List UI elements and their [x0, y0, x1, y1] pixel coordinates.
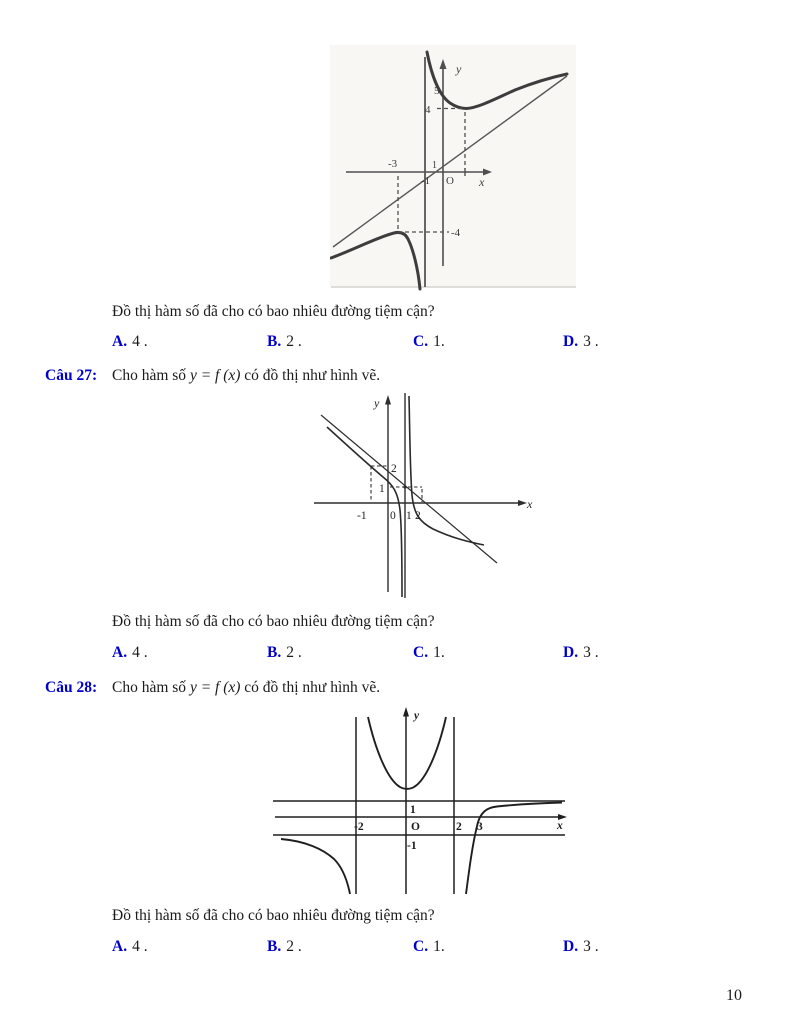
- answer-option-a: A. 4 .: [112, 938, 148, 955]
- question-27-intro: Cho hàm số y = f (x) có đồ thị như hình vẽ.: [112, 367, 381, 384]
- tick-label-neg3: -3: [388, 158, 398, 170]
- center-point: [403, 485, 406, 488]
- question-text: Đồ thị hàm số đã cho có bao nhiêu đường tiệm cận?: [112, 303, 435, 320]
- origin-label: O: [446, 175, 454, 187]
- question-28-intro: Cho hàm số y = f (x) có đồ thị như hình vẽ.: [112, 679, 381, 696]
- tick-label-x2: 2: [456, 821, 462, 833]
- tick-label-neg1: -1: [421, 175, 431, 187]
- answers-row: [112, 333, 752, 353]
- answer-option-b: B. 2 .: [267, 938, 302, 955]
- tick-label-x1: 1: [406, 510, 412, 522]
- answer-option-d: D. 3 .: [563, 333, 599, 350]
- slant-asymptote: [321, 415, 497, 563]
- tick-label-xneg1: -1: [357, 510, 367, 522]
- question-27-number: Câu 27:: [45, 367, 98, 384]
- y-axis-label: y: [414, 710, 420, 722]
- y-axis-label: y: [456, 62, 462, 76]
- answer-option-b: B. 2 .: [267, 644, 302, 661]
- tick-label-1: 1: [432, 160, 437, 171]
- curve-middle-branch: [368, 717, 446, 789]
- tick-label-yneg1: -1: [407, 840, 417, 852]
- answers-row: [112, 938, 752, 958]
- answer-option-a: A. 4 .: [112, 644, 148, 661]
- question-27-intro-line: [45, 366, 380, 385]
- figure-graph-q27: [300, 392, 536, 600]
- tick-label-x0: 0: [390, 510, 396, 522]
- tick-label-y1: 1: [379, 483, 385, 495]
- answer-option-c: C. 1.: [413, 333, 445, 350]
- question-28-number: Câu 28:: [45, 679, 98, 696]
- tick-label-4: 4: [425, 104, 431, 116]
- page-number: 10: [726, 987, 742, 1004]
- tick-label-neg4: -4: [451, 227, 461, 239]
- figure-graph-top: [330, 45, 576, 292]
- tick-label-x2: 2: [415, 510, 421, 522]
- tick-label-y2: 2: [391, 463, 397, 475]
- answer-option-d: D. 3 .: [563, 938, 599, 955]
- tick-label-5: 5: [434, 85, 440, 97]
- x-axis-label: x: [479, 175, 485, 189]
- answer-option-c: C. 1.: [413, 644, 445, 661]
- answer-option-c: C. 1.: [413, 938, 445, 955]
- curve-right-branch: [409, 396, 484, 545]
- curve-right-branch: [466, 803, 562, 895]
- x-axis-arrow: [518, 500, 527, 506]
- question-text: Đồ thị hàm số đã cho có bao nhiêu đường tiệm cận?: [112, 613, 435, 630]
- y-axis-label: y: [374, 396, 380, 410]
- answer-option-b: B. 2 .: [267, 333, 302, 350]
- question-text: Đồ thị hàm số đã cho có bao nhiêu đường tiệm cận?: [112, 907, 435, 924]
- figure-graph-q28: [265, 703, 577, 897]
- answer-option-a: A. 4 .: [112, 333, 148, 350]
- question-28-intro-line: [45, 678, 380, 697]
- x-axis-label: x: [557, 820, 563, 832]
- math-expression: y = f (x): [189, 367, 241, 384]
- y-axis-arrow: [403, 707, 409, 717]
- x-axis-label: x: [527, 497, 533, 511]
- curve-left-branch: [281, 839, 350, 894]
- y-axis-arrow: [385, 395, 391, 405]
- math-expression: y = f (x): [189, 679, 241, 696]
- answer-option-d: D. 3 .: [563, 644, 599, 661]
- tick-label-y1: 1: [410, 804, 416, 816]
- answers-row: [112, 644, 752, 664]
- tick-label-xneg2: -2: [354, 821, 364, 833]
- origin-label: O: [411, 821, 420, 833]
- tick-label-x3: 3: [477, 821, 483, 833]
